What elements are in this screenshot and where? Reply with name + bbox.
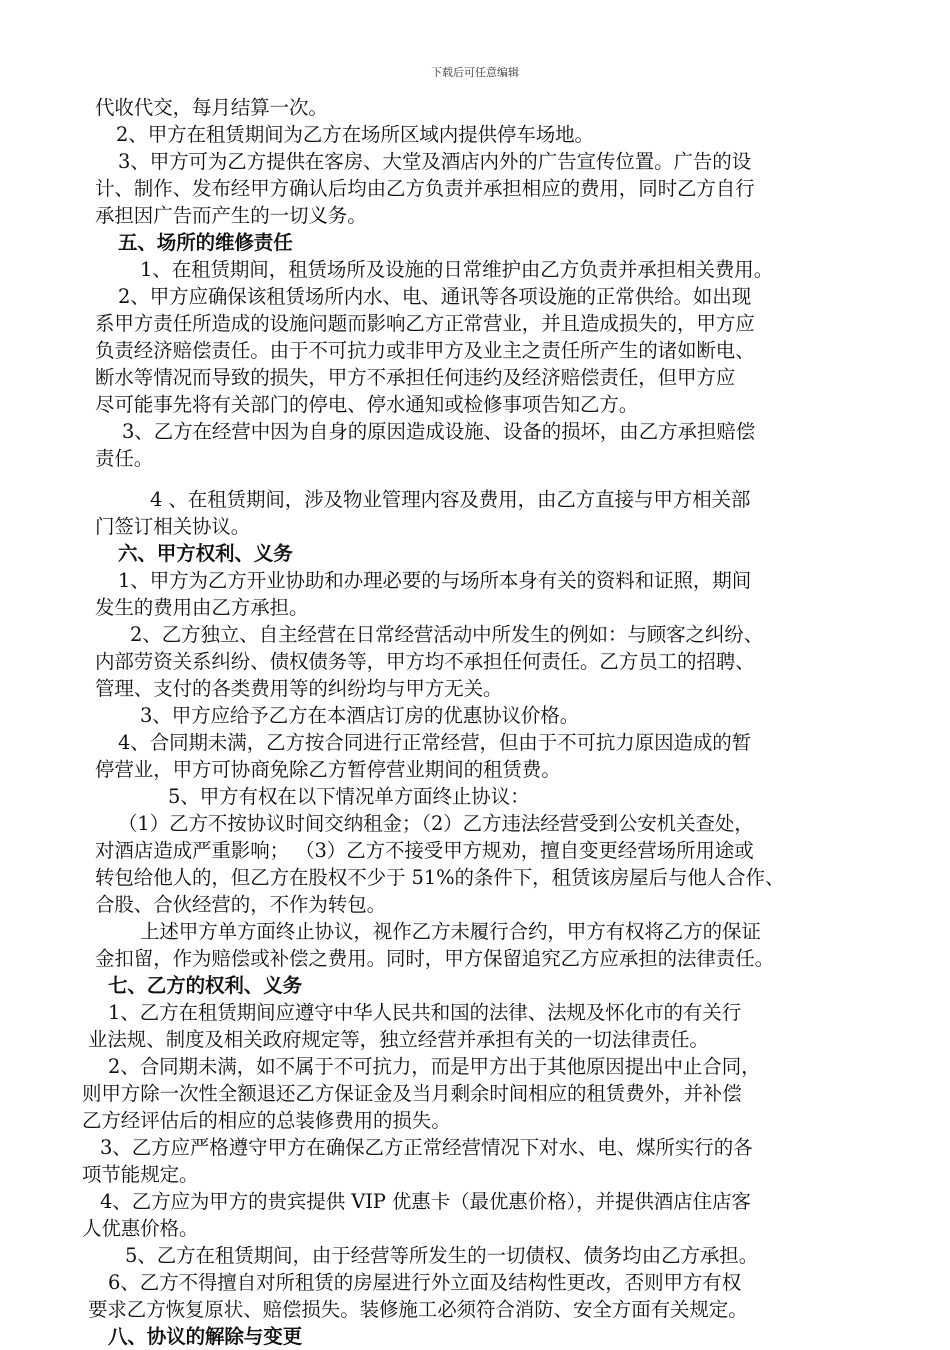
text-line: 2、甲方在租赁期间为乙方在场所区域内提供停车场地。 xyxy=(116,123,594,146)
text-line: 停营业，甲方可协商免除乙方暂停营业期间的租赁费。 xyxy=(95,758,561,781)
text-line: 3、乙方应严格遵守甲方在确保乙方正常经营情况下对水、电、煤所实行的各 xyxy=(100,1136,753,1159)
document-body xyxy=(0,94,950,1350)
text-line: 责任。 xyxy=(95,447,154,470)
text-line: 6、乙方不得擅自对所租赁的房屋进行外立面及结构性更改，否则甲方有权 xyxy=(108,1271,742,1294)
text-line: 金扣留，作为赔偿或补偿之费用。同时，甲方保留追究乙方应承担的法律责任。 xyxy=(95,947,775,970)
text-line: 上述甲方单方面终止协议，视作乙方未履行合约，甲方有权将乙方的保证 xyxy=(140,920,761,943)
text-line: 2、甲方应确保该租赁场所内水、电、通讯等各项设施的正常供给。如出现 xyxy=(118,285,752,308)
text-line: 则甲方除一次性全额退还乙方保证金及当月剩余时间相应的租赁费外，并补偿 xyxy=(82,1082,742,1105)
text-line: 3、甲方可为乙方提供在客房、大堂及酒店内外的广告宣传位置。广告的设 xyxy=(118,150,752,173)
text-line: 代收代交，每月结算一次。 xyxy=(95,96,328,119)
text-line: 尽可能事先将有关部门的停电、停水通知或检修事项告知乙方。 xyxy=(95,393,639,416)
text-line: 业法规、制度及相关政府规定等，独立经营并承担有关的一切法律责任。 xyxy=(88,1028,709,1051)
text-line: 5、乙方在租赁期间，由于经营等所发生的一切债权、债务均由乙方承担。 xyxy=(125,1244,759,1267)
text-line: 4、乙方应为甲方的贵宾提供 VIP 优惠卡（最优惠价格），并提供酒店住店客 xyxy=(100,1190,751,1213)
text-line: 4、合同期未满，乙方按合同进行正常经营，但由于不可抗力原因造成的暂 xyxy=(118,731,752,754)
text-line: 1、在租赁期间，租赁场所及设施的日常维护由乙方负责并承担相关费用。 xyxy=(140,258,774,281)
text-line: 对酒店造成严重影响； （3）乙方不接受甲方规劝，擅自变更经营场所用途或 xyxy=(95,839,754,862)
text-line: 转包给他人的，但乙方在股权不少于 51%的条件下，租赁该房屋后与他人合作、 xyxy=(95,866,785,889)
text-line: 门签订相关协议。 xyxy=(95,515,251,538)
paragraph-gap xyxy=(0,472,950,486)
text-line: 1、乙方在租赁期间应遵守中华人民共和国的法律、法规及怀化市的有关行 xyxy=(108,1001,742,1024)
section-heading-5: 五、场所的维修责任 xyxy=(118,231,293,254)
text-line: 要求乙方恢复原状、赔偿损失。装修施工必须符合消防、安全方面有关规定。 xyxy=(88,1298,748,1321)
text-line: 人优惠价格。 xyxy=(82,1217,199,1240)
text-line: 3、甲方应给予乙方在本酒店订房的优惠协议价格。 xyxy=(140,704,580,727)
text-line: 承担因广告而产生的一切义务。 xyxy=(95,204,367,227)
text-line: 3、乙方在经营中因为自身的原因造成设施、设备的损坏，由乙方承担赔偿 xyxy=(122,420,756,443)
text-line: 乙方经评估后的相应的总装修费用的损失。 xyxy=(82,1109,451,1132)
text-line: 发生的费用由乙方承担。 xyxy=(95,596,309,619)
text-line: 1、甲方为乙方开业协助和办理必要的与场所本身有关的资料和证照，期间 xyxy=(118,569,752,592)
section-heading-8: 八、协议的解除与变更 xyxy=(108,1325,303,1348)
text-line: 5、甲方有权在以下情况单方面终止协议： xyxy=(168,785,530,808)
text-line: 管理、支付的各类费用等的纠纷均与甲方无关。 xyxy=(95,677,503,700)
text-line: 2、合同期未满，如不属于不可抗力，而是甲方出于其他原因提出中止合同， xyxy=(108,1055,761,1078)
text-line: 2、乙方独立、自主经营在日常经营活动中所发生的例如：与顾客之纠纷、 xyxy=(130,623,764,646)
text-line: 负责经济赔偿责任。由于不可抗力或非甲方及业主之责任所产生的诸如断电、 xyxy=(95,339,755,362)
text-line: 4 、在租赁期间，涉及物业管理内容及费用，由乙方直接与甲方相关部 xyxy=(150,488,751,511)
page-header: 下载后可任意编辑 xyxy=(431,66,519,79)
text-line: 内部劳资关系纠纷、债权债务等，甲方均不承担任何责任。乙方员工的招聘、 xyxy=(95,650,755,673)
text-line: （1）乙方不按协议时间交纳租金；（2）乙方违法经营受到公安机关查处， xyxy=(118,812,754,835)
section-heading-6: 六、甲方权利、义务 xyxy=(118,542,293,565)
text-line: 计、制作、发布经甲方确认后均由乙方负责并承担相应的费用，同时乙方自行 xyxy=(95,177,755,200)
text-line: 断水等情况而导致的损失，甲方不承担任何违约及经济赔偿责任，但甲方应 xyxy=(95,366,736,389)
text-line: 合股、合伙经营的，不作为转包。 xyxy=(95,893,387,916)
text-line: 项节能规定。 xyxy=(82,1163,199,1186)
section-heading-7: 七、乙方的权利、义务 xyxy=(108,974,303,997)
text-line: 系甲方责任所造成的设施问题而影响乙方正常营业，并且造成损失的，甲方应 xyxy=(95,312,755,335)
